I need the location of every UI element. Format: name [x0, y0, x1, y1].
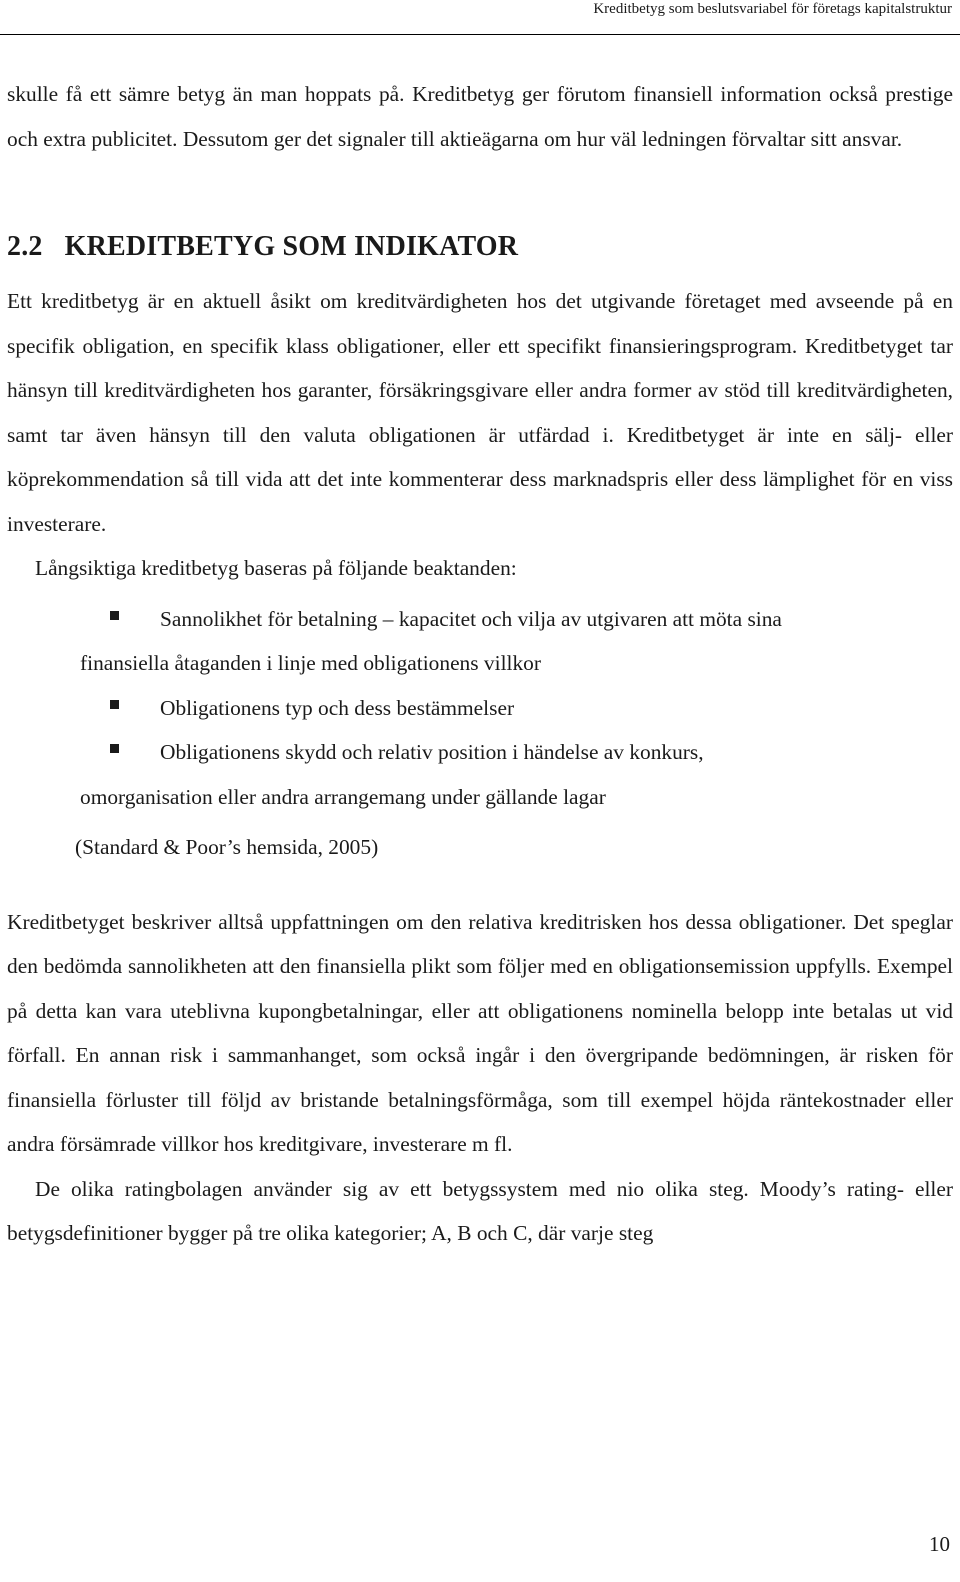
- page-content: [7, 72, 953, 1256]
- paragraph-moodys: De olika ratingbolagen använder sig av ett betygssystem med nio olika steg. Moody’s rating- eller betygsdefinitioner bygger på tre olika kategorier; A, B och C, där varje steg: [7, 1176, 953, 1245]
- list-item-line-1: Obligationens typ och dess bestämmelser: [160, 695, 515, 720]
- square-bullet-icon: [110, 700, 119, 709]
- paragraph-continued: skulle få ett sämre betyg än man hoppats på. Kreditbetyg ger förutom finansiell information också prestige och extra publicitet. Dessutom ger det signaler till aktieägarna om hur väl ledningen förvaltar sitt ansvar.: [7, 82, 953, 151]
- list-item: [80, 730, 953, 819]
- list-item-line-2: omorganisation eller andra arrangemang under gällande lagar: [80, 784, 606, 809]
- section-heading: [7, 225, 953, 269]
- criteria-list: [7, 597, 953, 820]
- list-item-line-2: finansiella åtaganden i linje med obligationens villkor: [80, 651, 541, 675]
- running-header: [0, 0, 960, 35]
- running-title: Kreditbetyg som beslutsvariabel för företags kapitalstruktur: [593, 1, 952, 17]
- list-item-line-1: Obligationens skydd och relativ position i händelse av konkurs,: [160, 740, 704, 764]
- square-bullet-icon: [110, 744, 119, 753]
- paragraph-definition: Ett kreditbetyg är en aktuell åsikt om kreditvärdigheten hos det utgivande företaget med avseende på en specifik obligation, en specifik klass obligationer, eller ett specifikt finansieringsprogram. Kreditbetyget tar hänsyn till kreditvärdigheten hos garanter, försäkringsgivare eller andra former av stöd till kreditvärdigheten, samt tar även hänsyn till den valuta obligationen är utfärdad i. Kreditbetyget är inte en sälj- eller köprekommendation så till vida att det inte kommenterar dess marknadspris eller dess lämplighet för en viss investerare.: [7, 289, 953, 536]
- paragraph-risk: Kreditbetyget beskriver alltså uppfattningen om den relativa kreditrisken hos dessa obligationer. Det speglar den bedömda sannolikheten att den finansiella plikt som följer med en obligationsemission uppfylls. Exempel på detta kan vara uteblivna kupongbetalningar, eller att obligationens nominella belopp inte betalas ut vid förfall. En annan risk i sammanhanget, som också ingår i den övergripande bedömningen, är risken för finansiella förluster till följd av bristande betalningsförmåga, som till exempel höjda räntekostnader eller andra försämrade villkor hos kreditgivare, investerare m fl.: [7, 909, 953, 1156]
- list-item: [80, 686, 953, 731]
- square-bullet-icon: [110, 611, 119, 620]
- section-number: 2.2: [7, 231, 43, 262]
- list-intro: Långsiktiga kreditbetyg baseras på följande beaktanden:: [35, 556, 517, 580]
- page-number: 10: [929, 1532, 950, 1556]
- section-title: KREDITBETYG SOM INDIKATOR: [64, 231, 519, 262]
- list-item-line-1: Sannolikhet för betalning – kapacitet och vilja av utgivaren att möta sina: [160, 606, 782, 631]
- list-item: [80, 597, 953, 686]
- citation: (Standard & Poor’s hemsida, 2005): [75, 835, 379, 859]
